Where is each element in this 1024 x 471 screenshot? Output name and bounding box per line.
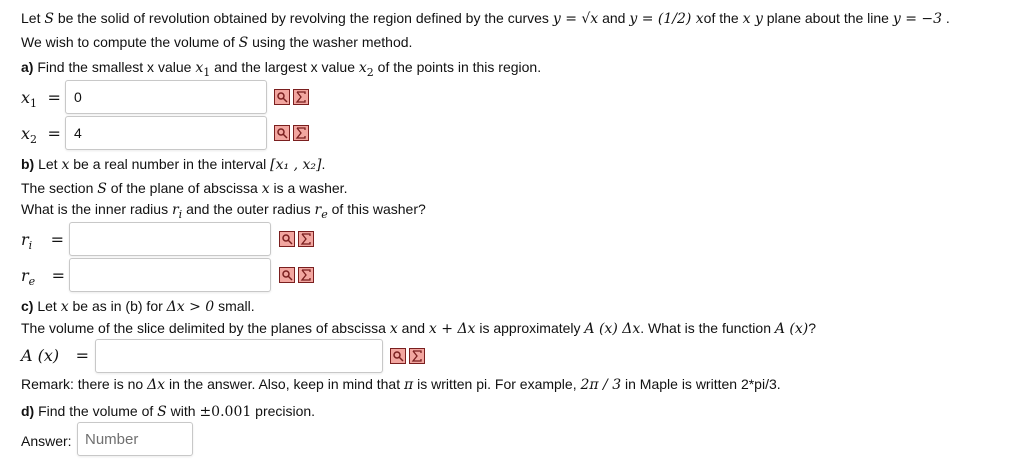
x1-tools [274,89,309,105]
remark: Remark: there is no Δx in the answer. Also, keep in mind that π is written pi. For example, 2π / 3 in Maple is written 2*pi/3. [21,376,781,393]
re-tools [279,267,314,283]
area-function-input[interactable] [95,339,383,373]
preview-icon[interactable] [279,267,295,283]
preview-icon[interactable] [279,231,295,247]
part-b-line3: What is the inner radius $r_i$ and the outer radius $r_e$ of this washer? [21,201,426,221]
preview-icon[interactable] [274,125,290,141]
problem-statement: Let S be the solid of revolution obtained by revolving the region defined by the curves y = √x and y = (1/2) xof the x y plane about the line y = −3 . [21,10,950,27]
x2-label: $x_2$ = [21,124,61,146]
problem-statement-line2: We wish to compute the volume of S using the washer method. [21,34,413,51]
sigma-icon[interactable] [298,231,314,247]
x1-label: $x_1$ = [21,88,61,110]
answer-label: Answer: [21,433,72,449]
x2-tools [274,125,309,141]
ri-label: $r_i$ = [21,230,65,252]
outer-radius-input[interactable] [69,258,271,292]
volume-answer-input[interactable]: Number [77,422,193,456]
inner-radius-input[interactable] [69,222,271,256]
preview-icon[interactable] [274,89,290,105]
part-a-prompt: a) Find the smallest x value $x_1$ and the largest x value $x_2$ of the points in this region. [21,59,542,79]
part-c-line2: The volume of the slice delimited by the planes of abscissa x and x + Δx is approximately A (x) Δx. What is the function A (x)? [21,320,817,337]
sigma-icon[interactable] [298,267,314,283]
ri-tools [279,231,314,247]
part-b-line2: The section S of the plane of abscissa x is a washer. [21,180,348,197]
A-tools [390,348,425,364]
sigma-icon[interactable] [293,89,309,105]
A-label: A (x) = [21,346,90,365]
part-d-prompt: d) Find the volume of S with ±0.001 precision. [21,403,316,420]
sigma-icon[interactable] [293,125,309,141]
sigma-icon[interactable] [409,348,425,364]
x1-input[interactable]: 0 [65,80,267,114]
preview-icon[interactable] [390,348,406,364]
re-label: $r_e$ = [21,266,66,288]
part-c-prompt: c) Let x be as in (b) for Δx > 0 small. [21,298,255,315]
x2-input[interactable]: 4 [65,116,267,150]
part-b-prompt: b) Let x be a real number in the interval [x₁ , x₂]. [21,156,326,173]
